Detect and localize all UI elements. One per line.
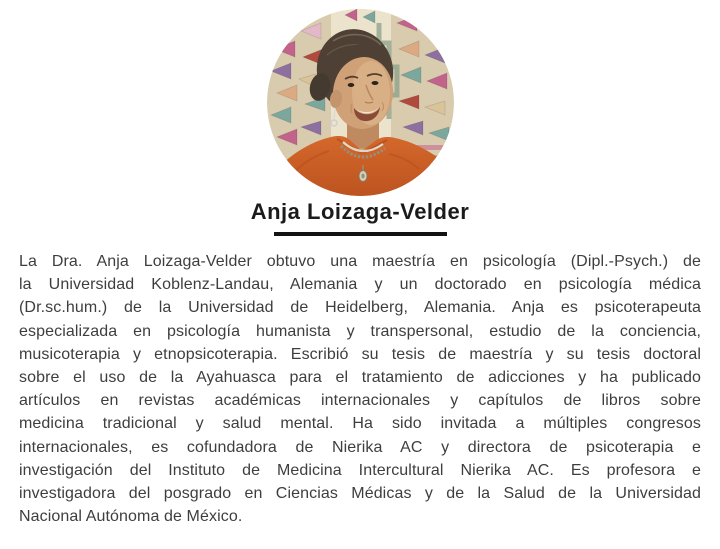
bio-line: la Universidad Koblenz-Landau, Alemania y un doctorado en psicología médica bbox=[19, 276, 701, 294]
bio-line: artículos en revistas académicas internacionales y capítulos de libros sobre bbox=[19, 392, 701, 410]
bio-line: medicina tradicional y salud mental. Ha sido invitada a múltiples congresos bbox=[19, 415, 701, 433]
bio-line: especializada en psicología humanista y transpersonal, estudio de la conciencia, bbox=[19, 322, 701, 340]
bio-line: investigadora del posgrado en Ciencias Médicas y de la Salud de la Universidad bbox=[19, 485, 701, 503]
bio-line: sobre el uso de la Ayahuasca para el tratamiento de adicciones y ha publicado bbox=[19, 369, 701, 387]
bio-line: investigación del Instituto de Medicina Intercultural Nierika AC. Es profesora e bbox=[19, 461, 701, 479]
bio-paragraph bbox=[19, 250, 701, 528]
bio-line: (Dr.sc.hum.) de la Universidad de Heidelberg, Alemania. Anja es psicoterapeuta bbox=[19, 299, 701, 317]
profile-name: Anja Loizaga-Velder bbox=[250, 199, 470, 224]
bio-line: musicoterapia y etnopsicoterapia. Escribió su tesis de maestría y su tesis doctoral bbox=[19, 345, 701, 363]
bio-line: internacionales, es cofundadora de Nierika AC y directora de psicoterapia e bbox=[19, 438, 701, 456]
bio-line: Nacional Autónoma de México. bbox=[19, 508, 243, 526]
profile-photo bbox=[267, 9, 454, 196]
portrait-photo-illustration bbox=[267, 9, 454, 196]
bio-card bbox=[0, 9, 720, 549]
bio-line: La Dra. Anja Loizaga-Velder obtuvo una maestría en psicología (Dipl.-Psych.) de bbox=[19, 253, 701, 270]
name-divider bbox=[274, 232, 447, 236]
